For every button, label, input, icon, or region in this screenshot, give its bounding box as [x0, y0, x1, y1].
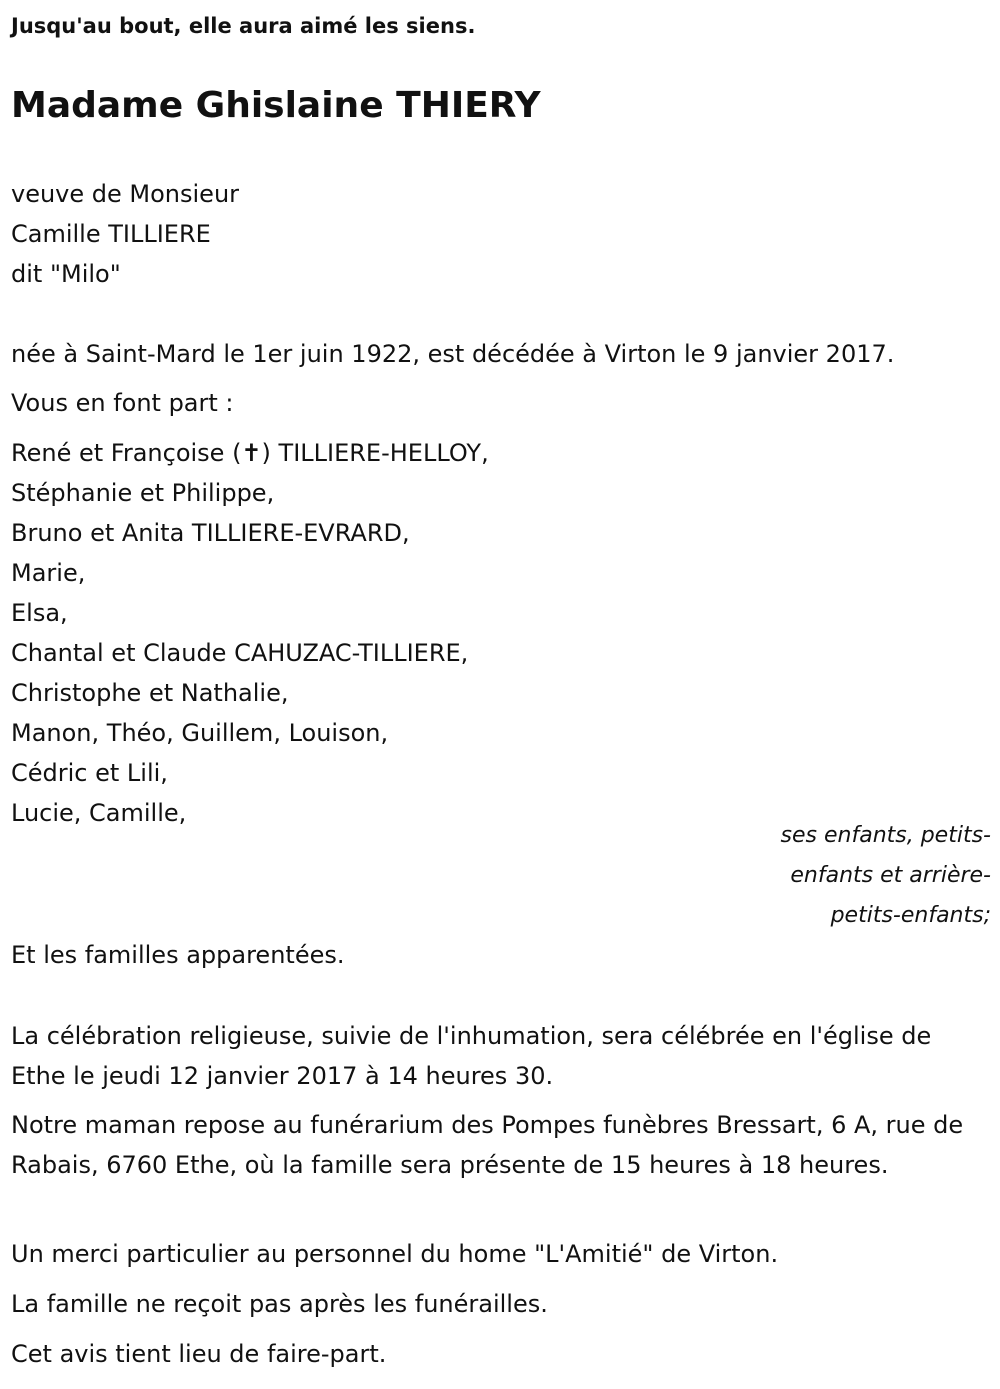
family-member: Cédric et Lili, — [11, 759, 168, 787]
family-member: Elsa, — [11, 599, 68, 627]
widow-line: dit "Milo" — [11, 260, 121, 288]
widow-line: veuve de Monsieur — [11, 180, 240, 208]
family-member: Marie, — [11, 559, 86, 587]
deceased-name-title: Madame Ghislaine THIERY — [11, 85, 541, 126]
relationship-line: enfants et arrière- — [790, 863, 991, 888]
celebration-paragraph: La célébration religieuse, suivie de l'inhumation, sera célébrée en l'église de Ethe le jeudi 12 janvier 2017 à 14 heures 30. — [11, 1022, 932, 1090]
no-reception-line: La famille ne reçoit pas après les funérailles. — [11, 1290, 548, 1318]
family-member: Lucie, Camille, — [11, 799, 187, 827]
family-member: Manon, Théo, Guillem, Louison, — [11, 719, 389, 747]
family-member: Stéphanie et Philippe, — [11, 479, 275, 507]
family-member: René et Françoise (✝) TILLIERE-HELLOY, — [11, 439, 489, 467]
widow-of-block — [11, 174, 239, 294]
family-member: Christophe et Nathalie, — [11, 679, 289, 707]
notice-line: Cet avis tient lieu de faire-part. — [11, 1340, 387, 1368]
relationship-line: petits-enfants; — [830, 903, 991, 928]
family-member: Chantal et Claude CAHUZAC-TILLIERE, — [11, 639, 469, 667]
relationship-caption — [781, 816, 991, 936]
thanks-line: Un merci particulier au personnel du home "L'Amitié" de Virton. — [11, 1240, 779, 1268]
relatives-line: Et les familles apparentées. — [11, 941, 345, 969]
family-member: Bruno et Anita TILLIERE-EVRARD, — [11, 519, 410, 547]
relationship-line: ses enfants, petits- — [780, 823, 991, 848]
birth-death-line: née à Saint-Mard le 1er juin 1922, est décédée à Virton le 9 janvier 2017. — [11, 340, 895, 368]
family-members-list — [11, 433, 489, 833]
funeral-home-paragraph: Notre maman repose au funérarium des Pompes funèbres Bressart, 6 A, rue de Rabais, 6760 Ethe, où la famille sera présente de 15 heures à 18 heures. — [11, 1111, 964, 1179]
epigraph: Jusqu'au bout, elle aura aimé les siens. — [11, 14, 476, 38]
announcement-line: Vous en font part : — [11, 389, 234, 417]
widow-line: Camille TILLIERE — [11, 220, 211, 248]
